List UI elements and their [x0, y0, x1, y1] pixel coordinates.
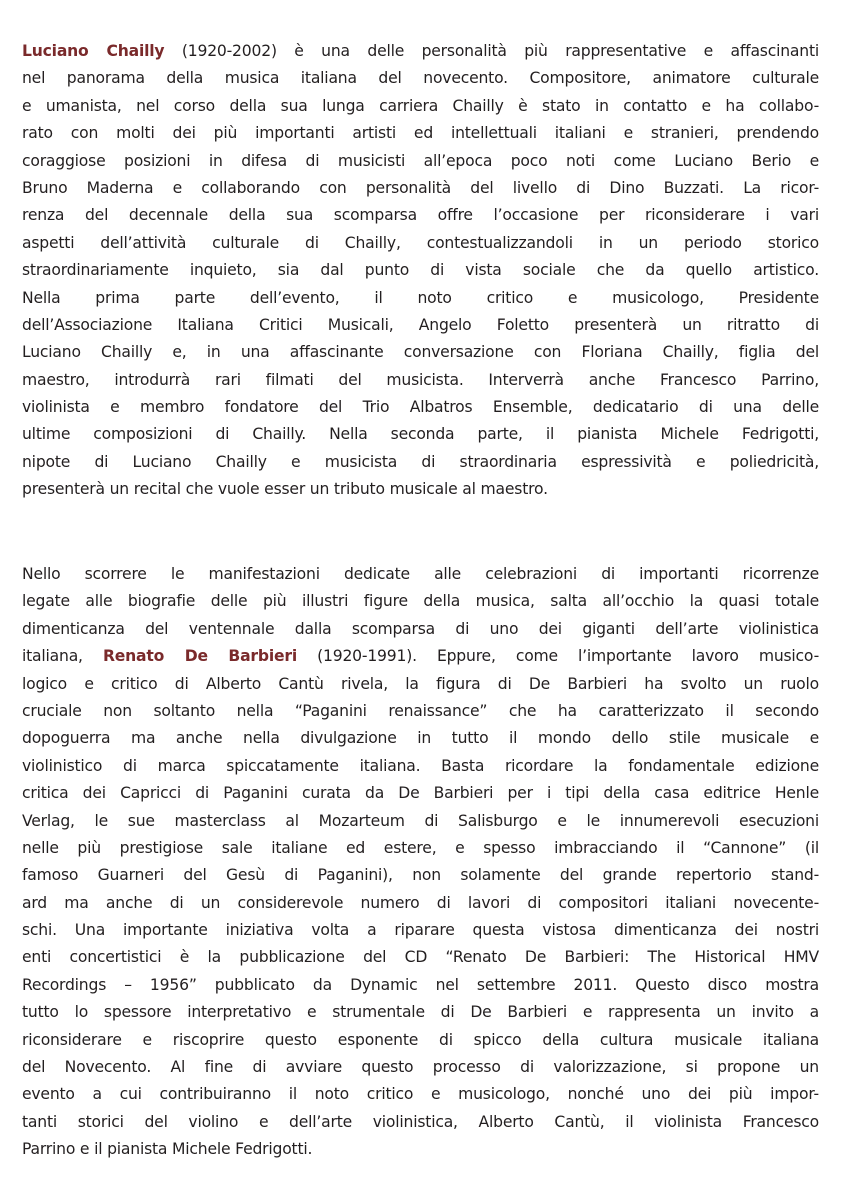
text-line: ultime composizioni di Chailly. Nella seconda parte, il pianista Michele Fedrigotti, [22, 425, 819, 444]
name-highlight-luciano-chailly: Luciano Chailly [22, 42, 165, 60]
text-line: schi. Una importante iniziativa volta a riparare questa vistosa dimenticanza dei nostri [22, 921, 819, 940]
text-line [22, 38, 819, 65]
text-line: Bruno Maderna e collaborando con personalità del livello di Dino Buzzati. La ricor- [22, 178, 819, 197]
paragraph-renato-de-barbieri [22, 561, 819, 1164]
text-span: (1920-1991). Eppure, come l’importante lavoro musico- [297, 647, 819, 666]
text-line: legate alle biografie delle più illustri figure della musica, salta all’occhio la quasi totale [22, 592, 819, 611]
text-line: Luciano Chailly e, in una affascinante conversazione con Floriana Chailly, figlia del [22, 343, 819, 362]
text-line: evento a cui contribuiranno il noto critico e musicologo, nonché uno dei più impor- [22, 1085, 819, 1104]
text-line: straordinariamente inquieto, sia dal punto di vista sociale che da quello artistico. [22, 261, 819, 280]
text-line: del Novecento. Al fine di avviare questo processo di valorizzazione, si propone un [22, 1058, 819, 1077]
text-span: (1920-2002) è una delle personalità più rappresentative e affascinanti [164, 42, 819, 60]
text-line: dell’Associazione Italiana Critici Musicali, Angelo Foletto presenterà un ritratto di [22, 315, 819, 334]
text-line: nelle più prestigiose sale italiane ed estere, e spesso imbracciando il “Cannone” (il [22, 838, 819, 857]
text-line: critica dei Capricci di Paganini curata da De Barbieri per i tipi della casa editrice Henle [22, 784, 819, 803]
text-line: enti concertistici è la pubblicazione del CD “Renato De Barbieri: The Historical HMV [22, 948, 819, 967]
text-line: Recordings – 1956” pubblicato da Dynamic nel settembre 2011. Questo disco mostra [22, 975, 819, 994]
text-line: e umanista, nel corso della sua lunga carriera Chailly è stato in contatto e ha collabo- [22, 96, 819, 115]
text-line: violinistico di marca spiccatamente italiana. Basta ricordare la fondamentale edizione [22, 756, 819, 775]
text-line: cruciale non soltanto nella “Paganini renaissance” che ha caratterizzato il secondo [22, 701, 819, 720]
text-line: rato con molti dei più importanti artisti ed intellettuali italiani e stranieri, prendendo [22, 124, 819, 143]
text-line: riconsiderare e riscoprire questo esponente di spicco della cultura musicale italiana [22, 1030, 819, 1049]
text-line: Nello scorrere le manifestazioni dedicate alle celebrazioni di importanti ricorrenze [22, 565, 819, 583]
text-line: Nella prima parte dell’evento, il noto critico e musicologo, Presidente [22, 288, 819, 307]
text-line: nel panorama della musica italiana del novecento. Compositore, animatore culturale [22, 69, 819, 88]
text-line: dopoguerra ma anche nella divulgazione in tutto il mondo dello stile musicale e [22, 729, 819, 748]
text-line: renza del decennale della sua scomparsa offre l’occasione per riconsiderare i vari [22, 206, 819, 225]
text-line: Parrino e il pianista Michele Fedrigotti. [22, 1140, 313, 1159]
text-line: nipote di Luciano Chailly e musicista di straordinaria espressività e poliedricità, [22, 452, 819, 471]
text-line: famoso Guarneri del Gesù di Paganini), non solamente del grande repertorio stand- [22, 866, 819, 885]
text-line: maestro, introdurrà rari filmati del musicista. Interverrà anche Francesco Parrino, [22, 370, 819, 389]
text-line: violinista e membro fondatore del Trio Albatros Ensemble, dedicatario di una delle [22, 398, 819, 417]
text-line: tutto lo spessore interpretativo e strumentale di De Barbieri e rappresenta un invito a [22, 1003, 819, 1022]
text-line: presenterà un recital che vuole esser un tributo musicale al maestro. [22, 480, 548, 499]
text-line: coraggiose posizioni in difesa di musicisti all’epoca poco noti come Luciano Berio e [22, 151, 819, 170]
text-span: italiana, [22, 647, 103, 666]
text-line: tanti storici del violino e dell’arte violinistica, Alberto Cantù, il violinista Francesco [22, 1112, 819, 1131]
name-highlight-renato-de-barbieri: Renato De Barbieri [102, 647, 298, 666]
text-line: aspetti dell’attività culturale di Chailly, contestualizzandoli in un periodo storico [22, 233, 819, 252]
text-line: logico e critico di Alberto Cantù rivela, la figura di De Barbieri ha svolto un ruolo [22, 674, 819, 693]
paragraph-luciano-chailly [22, 38, 819, 504]
text-line: ard ma anche di un considerevole numero di lavori di compositori italiani novecente- [22, 893, 819, 912]
text-line [22, 643, 819, 670]
text-line: dimenticanza del ventennale dalla scomparsa di uno dei giganti dell’arte violinistica [22, 619, 819, 638]
text-line: Verlag, le sue masterclass al Mozarteum di Salisburgo e le innumerevoli esecuzioni [22, 811, 819, 830]
